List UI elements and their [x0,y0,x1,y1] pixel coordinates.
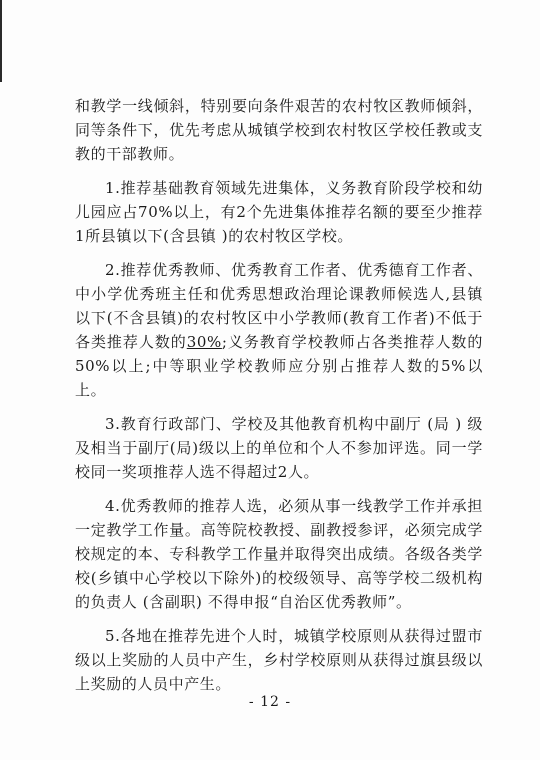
item-4-paragraph: 4.优秀教师的推荐人选，必须从事一线教学工作并承担一定教学工作量。高等院校教授、副教授参评，必须完成学校规定的本、专科教学工作量并取得突出成绩。各级各类学校(乡镇中心学校以下除外)的校级领导、高等学校二级机构的负责人 (含副职) 不得申报“自治区优秀教师”。 [75,497,483,611]
item-5-paragraph: 5.各地在推荐先进个人时，城镇学校原则从获得过盟市级以上奖励的人员中产生，乡村学校原则从获得过旗县级以上奖励的人员中产生。 [75,627,483,693]
item-2-paragraph [75,258,483,402]
page-number: - 12 - [248,694,292,710]
intro-paragraph: 和教学一线倾斜，特别要向条件艰苦的农村牧区教师倾斜，同等条件下，优先考虑从城镇学校到农村牧区学校任教或支教的干部教师。 [75,97,483,163]
scan-edge-mark [0,0,2,82]
item-2-text-part2: ;义务教育学校教师占各类推荐人数的50%以上;中等职业学校教师应分别占推荐人数的5%以上。 [75,333,483,399]
item-3-paragraph: 3.教育行政部门、学校及其他教育机构中副厅 (局 ) 级及相当于副厅(局)级以上的单位和个人不参加评选。同一学校同一奖项推荐人选不得超过2人。 [75,415,483,481]
item-2-underlined-percent: 30% [186,333,222,351]
item-2-text-part1: 2.推荐优秀教师、优秀教育工作者、优秀德育工作者、中小学优秀班主任和优秀思想政治理论课教师候选人,县镇以下(不含县镇)的农村牧区中小学教师(教育工作者)不低于各类推荐人数的 [75,261,483,351]
item-1-paragraph: 1.推荐基础教育领域先进集体，义务教育阶段学校和幼儿园应占70%以上，有2个先进集体推荐名额的要至少推荐1所县镇以下(含县镇 )的农村牧区学校。 [75,179,483,245]
document-body [75,94,483,696]
